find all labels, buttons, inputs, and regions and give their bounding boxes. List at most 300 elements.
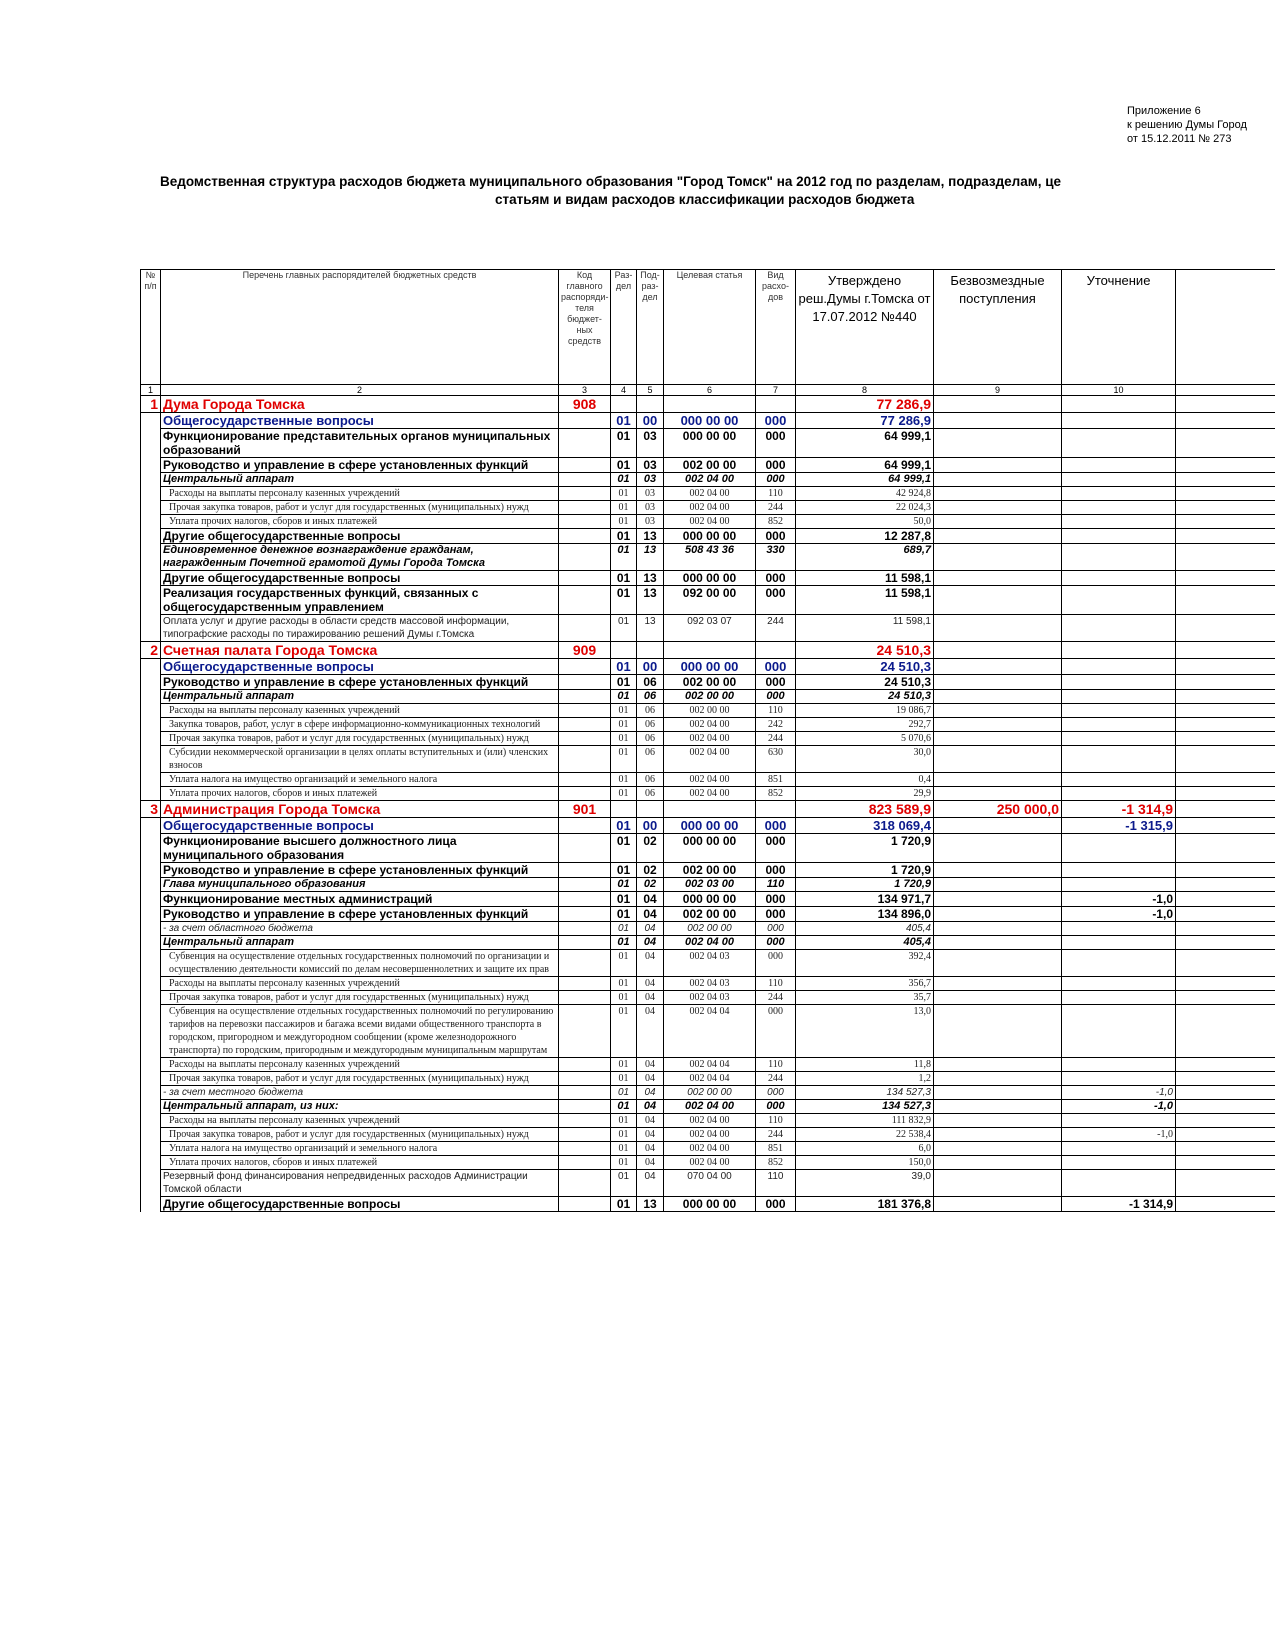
row-subsection: 06 xyxy=(637,787,664,801)
row-section: 01 xyxy=(611,878,637,892)
row-adjustment xyxy=(1062,501,1176,515)
table-row xyxy=(141,1142,1275,1156)
row-approved: 1 720,9 xyxy=(796,863,934,878)
row-approved: 318 069,4 xyxy=(796,818,934,834)
row-extra xyxy=(1176,922,1275,936)
row-subsection: 04 xyxy=(637,1128,664,1142)
row-extra xyxy=(1176,787,1275,801)
table-row xyxy=(141,571,1275,586)
row-code xyxy=(559,1005,611,1058)
row-name: Резервный фонд финансирования непредвиденных расходов Администрации Томской области xyxy=(161,1170,559,1197)
budget-table-wrapper xyxy=(140,269,1275,1650)
table-row xyxy=(141,1156,1275,1170)
table-row xyxy=(141,950,1275,977)
row-code xyxy=(559,991,611,1005)
row-subsection: 13 xyxy=(637,1197,664,1212)
row-approved: 24 510,3 xyxy=(796,659,934,675)
row-subsection: 02 xyxy=(637,834,664,863)
row-section: 01 xyxy=(611,704,637,718)
row-name: Расходы на выплаты персоналу казенных учреждений xyxy=(161,1058,559,1072)
row-target: 000 00 00 xyxy=(664,892,756,907)
table-header-row xyxy=(141,270,1275,385)
row-kind: 000 xyxy=(756,690,796,704)
row-code xyxy=(559,1086,611,1100)
row-section: 01 xyxy=(611,936,637,950)
row-grants xyxy=(934,1197,1062,1212)
row-section: 01 xyxy=(611,1100,637,1114)
row-index xyxy=(141,501,161,515)
table-row xyxy=(141,936,1275,950)
row-kind: 110 xyxy=(756,1114,796,1128)
row-code xyxy=(559,586,611,615)
row-name: Расходы на выплаты персоналу казенных учреждений xyxy=(161,1114,559,1128)
row-approved: 29,9 xyxy=(796,787,934,801)
row-approved: 134 527,3 xyxy=(796,1086,934,1100)
row-extra xyxy=(1176,1170,1275,1197)
row-target: 002 00 00 xyxy=(664,675,756,690)
row-approved: 19 086,7 xyxy=(796,704,934,718)
row-index xyxy=(141,1197,161,1212)
row-target: 002 04 04 xyxy=(664,1072,756,1086)
row-section xyxy=(611,801,637,818)
row-grants xyxy=(934,458,1062,473)
table-body xyxy=(141,396,1275,1212)
table-row xyxy=(141,1058,1275,1072)
row-index xyxy=(141,659,161,675)
row-subsection: 04 xyxy=(637,892,664,907)
row-target: 000 00 00 xyxy=(664,834,756,863)
row-code xyxy=(559,773,611,787)
row-extra xyxy=(1176,1156,1275,1170)
row-section: 01 xyxy=(611,907,637,922)
row-kind: 852 xyxy=(756,787,796,801)
row-index xyxy=(141,429,161,458)
row-subsection: 03 xyxy=(637,473,664,487)
row-code xyxy=(559,922,611,936)
row-approved: 77 286,9 xyxy=(796,413,934,429)
row-grants xyxy=(934,429,1062,458)
row-approved: 64 999,1 xyxy=(796,429,934,458)
col-number: 8 xyxy=(796,385,934,396)
row-grants xyxy=(934,1142,1062,1156)
row-section: 01 xyxy=(611,659,637,675)
col-header-kind: Вид расхо-дов xyxy=(756,270,796,385)
row-target: 002 04 00 xyxy=(664,501,756,515)
row-kind: 000 xyxy=(756,659,796,675)
row-subsection: 02 xyxy=(637,863,664,878)
row-name: Функционирование местных администраций xyxy=(161,892,559,907)
row-grants xyxy=(934,834,1062,863)
row-index xyxy=(141,1142,161,1156)
row-grants xyxy=(934,977,1062,991)
table-row xyxy=(141,834,1275,863)
row-grants xyxy=(934,473,1062,487)
table-row xyxy=(141,704,1275,718)
row-target: 002 04 00 xyxy=(664,746,756,773)
document-title xyxy=(160,173,1275,209)
row-grants xyxy=(934,907,1062,922)
row-section: 01 xyxy=(611,991,637,1005)
row-target: 002 04 00 xyxy=(664,1128,756,1142)
table-row xyxy=(141,801,1275,818)
row-kind: 000 xyxy=(756,1086,796,1100)
row-code xyxy=(559,936,611,950)
row-adjustment xyxy=(1062,429,1176,458)
row-code xyxy=(559,1170,611,1197)
row-code xyxy=(559,977,611,991)
row-index xyxy=(141,863,161,878)
row-index xyxy=(141,922,161,936)
row-adjustment xyxy=(1062,571,1176,586)
row-kind: 852 xyxy=(756,1156,796,1170)
col-header-subsection: Под-раз-дел xyxy=(637,270,664,385)
row-section: 01 xyxy=(611,863,637,878)
row-kind: 851 xyxy=(756,773,796,787)
row-grants xyxy=(934,892,1062,907)
row-extra xyxy=(1176,1142,1275,1156)
row-section: 01 xyxy=(611,586,637,615)
row-grants xyxy=(934,1058,1062,1072)
row-target: 092 00 00 xyxy=(664,586,756,615)
row-approved: 134 896,0 xyxy=(796,907,934,922)
row-name: Руководство и управление в сфере установленных функций xyxy=(161,863,559,878)
row-extra xyxy=(1176,1114,1275,1128)
row-approved: 64 999,1 xyxy=(796,473,934,487)
row-section: 01 xyxy=(611,834,637,863)
table-row xyxy=(141,773,1275,787)
row-grants xyxy=(934,1100,1062,1114)
row-name: Центральный аппарат xyxy=(161,473,559,487)
row-target: 002 00 00 xyxy=(664,458,756,473)
row-extra xyxy=(1176,1072,1275,1086)
row-index xyxy=(141,487,161,501)
table-row xyxy=(141,1114,1275,1128)
row-subsection: 13 xyxy=(637,571,664,586)
row-grants xyxy=(934,950,1062,977)
row-kind: 110 xyxy=(756,977,796,991)
col-number: 3 xyxy=(559,385,611,396)
row-adjustment xyxy=(1062,718,1176,732)
row-subsection: 00 xyxy=(637,659,664,675)
table-row xyxy=(141,892,1275,907)
row-extra xyxy=(1176,473,1275,487)
col-number-extra xyxy=(1176,385,1275,396)
row-adjustment: -1 314,9 xyxy=(1062,1197,1176,1212)
row-approved: 6,0 xyxy=(796,1142,934,1156)
row-subsection: 06 xyxy=(637,732,664,746)
col-number: 2 xyxy=(161,385,559,396)
row-adjustment: -1,0 xyxy=(1062,907,1176,922)
row-kind: 244 xyxy=(756,1128,796,1142)
row-adjustment xyxy=(1062,413,1176,429)
row-name: Субвенция на осуществление отдельных государственных полномочий по регулированию тарифов на перевозки пассажиров и багажа всеми видами общественного транспорта в городском, пригородном и междугородном сообщении (кроме железнодорожного транспорта) по городским, пригородным и междугородным муниципальным маршрутам xyxy=(161,1005,559,1058)
row-code xyxy=(559,515,611,529)
row-extra xyxy=(1176,977,1275,991)
row-kind: 630 xyxy=(756,746,796,773)
row-section: 01 xyxy=(611,773,637,787)
row-grants xyxy=(934,571,1062,586)
row-approved: 292,7 xyxy=(796,718,934,732)
row-target: 000 00 00 xyxy=(664,429,756,458)
row-code xyxy=(559,950,611,977)
row-index: 3 xyxy=(141,801,161,818)
table-row xyxy=(141,659,1275,675)
budget-table xyxy=(140,269,1275,1212)
row-index xyxy=(141,718,161,732)
row-index xyxy=(141,746,161,773)
row-approved: 35,7 xyxy=(796,991,934,1005)
table-row xyxy=(141,458,1275,473)
row-approved: 12 287,8 xyxy=(796,529,934,544)
row-code xyxy=(559,473,611,487)
row-name: Прочая закупка товаров, работ и услуг для государственных (муниципальных) нужд xyxy=(161,1128,559,1142)
row-adjustment xyxy=(1062,773,1176,787)
row-index xyxy=(141,571,161,586)
row-grants xyxy=(934,936,1062,950)
row-approved: 39,0 xyxy=(796,1170,934,1197)
row-name: Функционирование представительных органов муниципальных образований xyxy=(161,429,559,458)
table-row xyxy=(141,642,1275,659)
row-code xyxy=(559,544,611,571)
row-section: 01 xyxy=(611,529,637,544)
row-kind: 110 xyxy=(756,704,796,718)
row-subsection xyxy=(637,396,664,413)
row-extra xyxy=(1176,1100,1275,1114)
row-code xyxy=(559,718,611,732)
row-section: 01 xyxy=(611,1086,637,1100)
row-adjustment: -1 315,9 xyxy=(1062,818,1176,834)
row-extra xyxy=(1176,936,1275,950)
row-target: 000 00 00 xyxy=(664,1197,756,1212)
row-target xyxy=(664,642,756,659)
row-section: 01 xyxy=(611,615,637,642)
row-approved: 77 286,9 xyxy=(796,396,934,413)
row-approved: 24 510,3 xyxy=(796,690,934,704)
row-subsection: 06 xyxy=(637,704,664,718)
row-approved: 689,7 xyxy=(796,544,934,571)
row-extra xyxy=(1176,1005,1275,1058)
col-number: 10 xyxy=(1062,385,1176,396)
row-section: 01 xyxy=(611,1072,637,1086)
row-kind: 110 xyxy=(756,1170,796,1197)
row-approved: 11 598,1 xyxy=(796,571,934,586)
row-adjustment xyxy=(1062,1005,1176,1058)
row-subsection: 00 xyxy=(637,818,664,834)
row-section: 01 xyxy=(611,718,637,732)
row-code xyxy=(559,746,611,773)
row-index xyxy=(141,936,161,950)
row-adjustment xyxy=(1062,487,1176,501)
row-target: 000 00 00 xyxy=(664,571,756,586)
row-subsection: 04 xyxy=(637,1142,664,1156)
row-index xyxy=(141,675,161,690)
row-grants xyxy=(934,773,1062,787)
row-target: 002 04 00 xyxy=(664,1142,756,1156)
row-target: 002 00 00 xyxy=(664,1086,756,1100)
row-subsection: 13 xyxy=(637,529,664,544)
col-number: 6 xyxy=(664,385,756,396)
row-index: 1 xyxy=(141,396,161,413)
row-grants xyxy=(934,746,1062,773)
row-code xyxy=(559,675,611,690)
row-section: 01 xyxy=(611,458,637,473)
row-target: 000 00 00 xyxy=(664,413,756,429)
row-subsection: 04 xyxy=(637,936,664,950)
row-extra xyxy=(1176,515,1275,529)
row-index xyxy=(141,690,161,704)
row-name: Уплата налога на имущество организаций и земельного налога xyxy=(161,773,559,787)
row-adjustment xyxy=(1062,704,1176,718)
row-extra xyxy=(1176,863,1275,878)
row-extra xyxy=(1176,615,1275,642)
row-name: Общегосударственные вопросы xyxy=(161,659,559,675)
row-section: 01 xyxy=(611,675,637,690)
row-target: 000 00 00 xyxy=(664,659,756,675)
col-number: 1 xyxy=(141,385,161,396)
row-adjustment xyxy=(1062,1142,1176,1156)
row-kind: 000 xyxy=(756,950,796,977)
row-grants xyxy=(934,818,1062,834)
row-kind: 000 xyxy=(756,1005,796,1058)
row-code xyxy=(559,1142,611,1156)
row-adjustment: -1 314,9 xyxy=(1062,801,1176,818)
row-section: 01 xyxy=(611,571,637,586)
row-index xyxy=(141,413,161,429)
row-target: 070 04 00 xyxy=(664,1170,756,1197)
row-index xyxy=(141,1072,161,1086)
row-grants xyxy=(934,1072,1062,1086)
row-adjustment xyxy=(1062,473,1176,487)
row-code xyxy=(559,787,611,801)
row-code: 909 xyxy=(559,642,611,659)
row-code xyxy=(559,818,611,834)
col-header-adjustment: Уточнение xyxy=(1062,270,1176,385)
row-index xyxy=(141,773,161,787)
row-target: 002 00 00 xyxy=(664,690,756,704)
row-code xyxy=(559,892,611,907)
row-adjustment xyxy=(1062,1114,1176,1128)
row-code xyxy=(559,732,611,746)
row-name: Прочая закупка товаров, работ и услуг для государственных (муниципальных) нужд xyxy=(161,1072,559,1086)
row-code xyxy=(559,1058,611,1072)
appendix-line: от 15.12.2011 № 273 xyxy=(1127,133,1232,145)
row-extra xyxy=(1176,892,1275,907)
row-target: 002 04 00 xyxy=(664,473,756,487)
row-section: 01 xyxy=(611,818,637,834)
row-kind: 110 xyxy=(756,487,796,501)
row-section: 01 xyxy=(611,429,637,458)
row-grants xyxy=(934,787,1062,801)
row-extra xyxy=(1176,413,1275,429)
row-approved: 64 999,1 xyxy=(796,458,934,473)
row-name: Уплата налога на имущество организаций и земельного налога xyxy=(161,1142,559,1156)
title-line: статьям и видам расходов классификации расходов бюджета xyxy=(495,192,915,207)
row-extra xyxy=(1176,718,1275,732)
row-adjustment xyxy=(1062,977,1176,991)
row-name: Руководство и управление в сфере установленных функций xyxy=(161,458,559,473)
row-adjustment: -1,0 xyxy=(1062,1128,1176,1142)
row-adjustment xyxy=(1062,586,1176,615)
row-subsection: 06 xyxy=(637,690,664,704)
row-target: 002 04 00 xyxy=(664,487,756,501)
row-kind: 244 xyxy=(756,615,796,642)
table-row xyxy=(141,501,1275,515)
row-subsection: 03 xyxy=(637,429,664,458)
row-adjustment xyxy=(1062,544,1176,571)
row-target: 000 00 00 xyxy=(664,529,756,544)
table-row xyxy=(141,878,1275,892)
table-row xyxy=(141,615,1275,642)
table-row xyxy=(141,1100,1275,1114)
row-target: 002 00 00 xyxy=(664,922,756,936)
row-index xyxy=(141,732,161,746)
row-kind: 244 xyxy=(756,991,796,1005)
row-kind: 000 xyxy=(756,429,796,458)
row-approved: 11 598,1 xyxy=(796,615,934,642)
row-section: 01 xyxy=(611,1058,637,1072)
row-extra xyxy=(1176,396,1275,413)
row-kind xyxy=(756,642,796,659)
col-header-index: № п/п xyxy=(141,270,161,385)
row-extra xyxy=(1176,991,1275,1005)
row-section: 01 xyxy=(611,487,637,501)
row-subsection: 06 xyxy=(637,718,664,732)
col-number: 4 xyxy=(611,385,637,396)
row-target: 002 00 00 xyxy=(664,704,756,718)
row-adjustment xyxy=(1062,1156,1176,1170)
row-grants xyxy=(934,1128,1062,1142)
row-section: 01 xyxy=(611,892,637,907)
row-kind: 110 xyxy=(756,1058,796,1072)
row-kind: 244 xyxy=(756,732,796,746)
row-approved: 405,4 xyxy=(796,936,934,950)
row-index xyxy=(141,615,161,642)
row-code xyxy=(559,907,611,922)
row-index xyxy=(141,1114,161,1128)
row-grants xyxy=(934,922,1062,936)
table-row xyxy=(141,529,1275,544)
row-grants xyxy=(934,642,1062,659)
row-grants xyxy=(934,1005,1062,1058)
row-grants: 250 000,0 xyxy=(934,801,1062,818)
row-grants xyxy=(934,675,1062,690)
row-name: Прочая закупка товаров, работ и услуг для государственных (муниципальных) нужд xyxy=(161,991,559,1005)
row-kind: 244 xyxy=(756,501,796,515)
row-extra xyxy=(1176,1197,1275,1212)
row-adjustment xyxy=(1062,458,1176,473)
row-subsection: 04 xyxy=(637,1072,664,1086)
row-extra xyxy=(1176,659,1275,675)
row-adjustment xyxy=(1062,615,1176,642)
row-name: Дума Города Томска xyxy=(161,396,559,413)
row-kind: 000 xyxy=(756,1100,796,1114)
row-name: Реализация государственных функций, связанных с общегосударственным управлением xyxy=(161,586,559,615)
row-extra xyxy=(1176,675,1275,690)
row-name: - за счет местного бюджета xyxy=(161,1086,559,1100)
row-section: 01 xyxy=(611,690,637,704)
row-approved: 111 832,9 xyxy=(796,1114,934,1128)
row-grants xyxy=(934,515,1062,529)
row-section: 01 xyxy=(611,922,637,936)
row-name: Оплата услуг и другие расходы в области средств массовой информации, типографские расходы по тиражированию решений Думы г.Томска xyxy=(161,615,559,642)
row-grants xyxy=(934,544,1062,571)
row-code xyxy=(559,1128,611,1142)
row-index xyxy=(141,1156,161,1170)
row-name: Субсидии некоммерческой организации в целях оплаты вступительных и (или) членских взносов xyxy=(161,746,559,773)
row-index xyxy=(141,1086,161,1100)
row-section: 01 xyxy=(611,413,637,429)
col-header-extra xyxy=(1176,270,1275,385)
